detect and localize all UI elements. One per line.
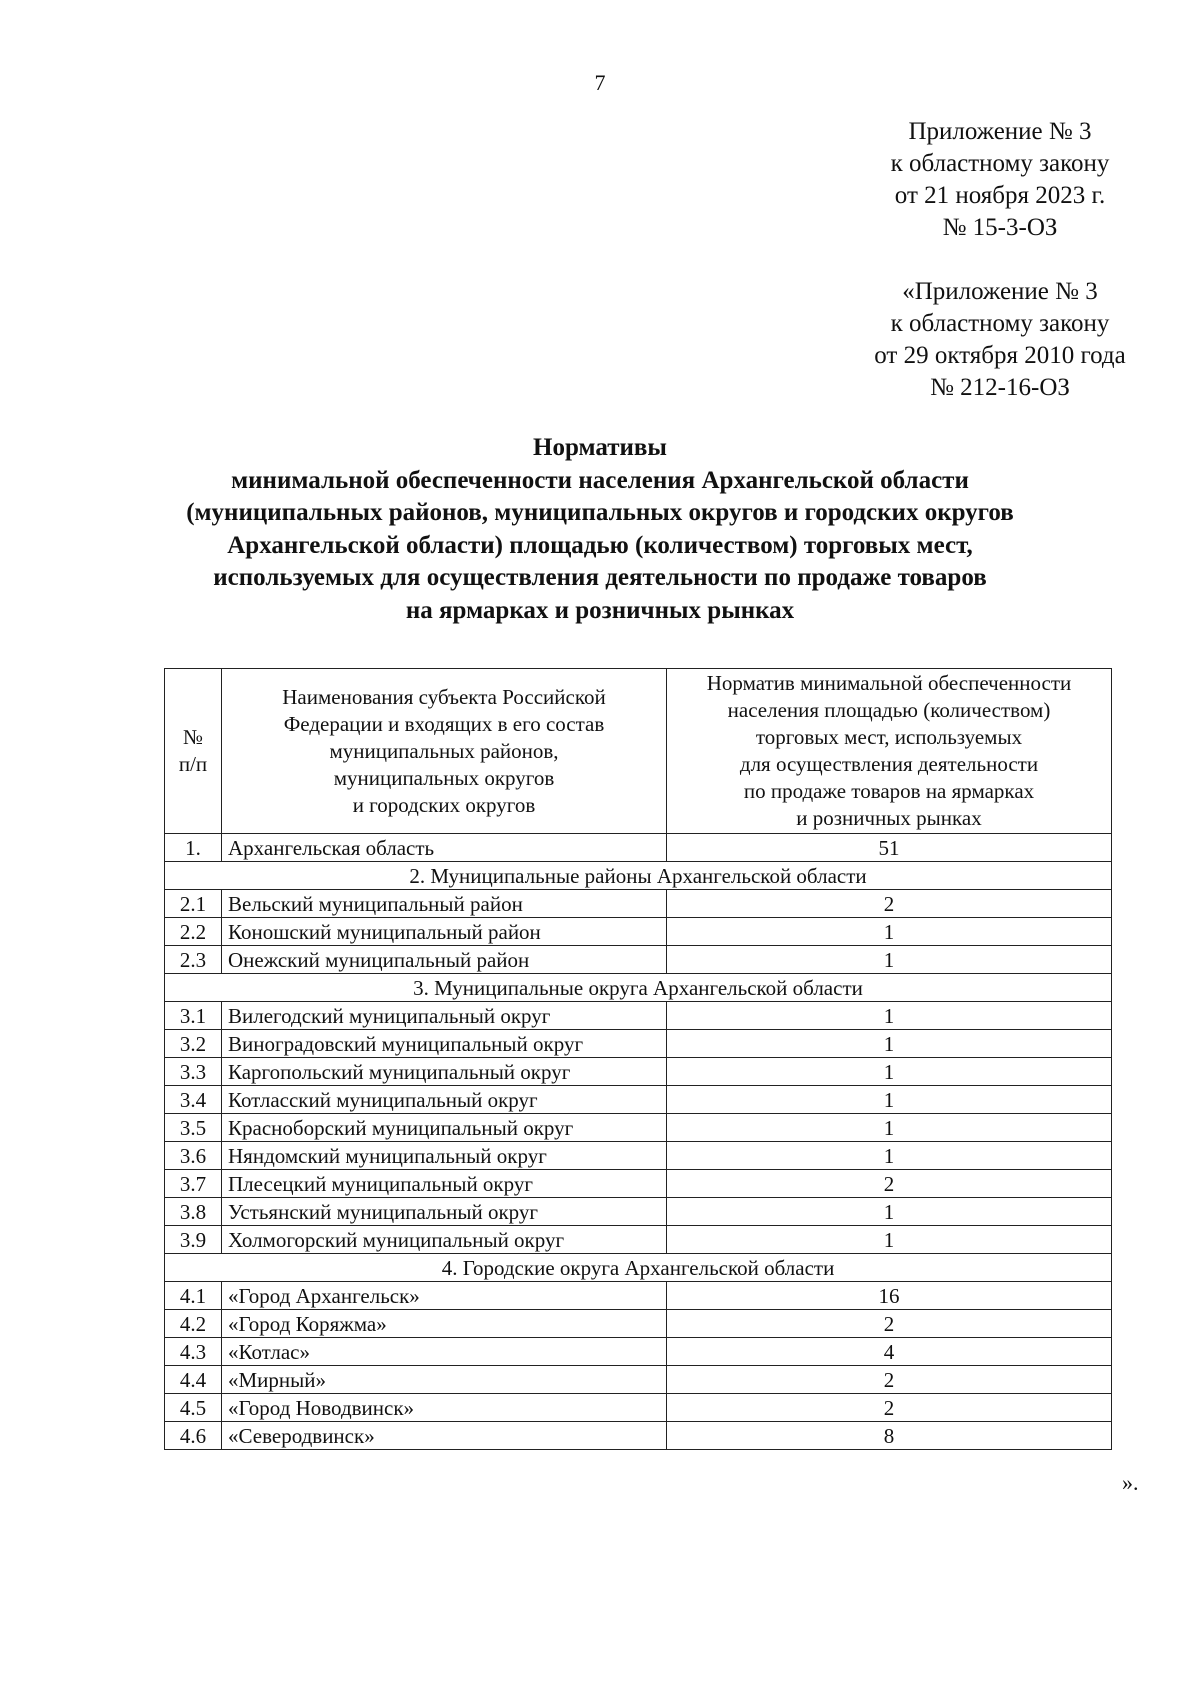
row-value: 1 [667, 1142, 1112, 1170]
row-name: Каргопольский муниципальный округ [222, 1058, 667, 1086]
header-name-line: Наименования субъекта Российской [282, 684, 606, 709]
table-row [165, 1002, 1112, 1030]
appendix-current-block [810, 116, 1190, 244]
row-number: 3.9 [165, 1226, 222, 1254]
title-line: на ярмарках и розничных рынках [405, 596, 795, 624]
header-value-line: Норматив минимальной обеспеченности [706, 671, 1072, 695]
row-number: 4.6 [165, 1422, 222, 1450]
table-row [165, 1198, 1112, 1226]
row-number: 4.2 [165, 1310, 222, 1338]
row-number: 2.3 [165, 946, 222, 974]
row-name: «Город Новодвинск» [222, 1394, 667, 1422]
row-value: 1 [667, 946, 1112, 974]
appendix-original-line: к областному закону [890, 310, 1110, 337]
row-value: 51 [667, 834, 1112, 862]
row-value: 1 [667, 1086, 1112, 1114]
table-row [165, 890, 1112, 918]
table-row [165, 1366, 1112, 1394]
appendix-current-line: к областному закону [890, 150, 1110, 177]
row-number: 4.4 [165, 1366, 222, 1394]
row-number: 4.1 [165, 1282, 222, 1310]
table-row [165, 1058, 1112, 1086]
header-name-line: и городских округов [352, 792, 536, 817]
appendix-current-line: Приложение № 3 [908, 118, 1092, 145]
norms-table [164, 668, 1112, 1450]
table-row [165, 1394, 1112, 1422]
row-value: 2 [667, 1310, 1112, 1338]
header-name-line: Федерации и входящих в его состав [283, 711, 605, 736]
table-row [165, 1282, 1112, 1310]
row-name: «Город Архангельск» [222, 1282, 667, 1310]
header-name-line: муниципальных округов [333, 765, 555, 790]
row-value: 2 [667, 1366, 1112, 1394]
header-name-line: муниципальных районов, [329, 738, 559, 763]
row-name: Красноборский муниципальный округ [222, 1114, 667, 1142]
row-value: 16 [667, 1282, 1112, 1310]
header-value-line: по продаже товаров на ярмарках [743, 779, 1035, 803]
row-number: 3.3 [165, 1058, 222, 1086]
row-value: 1 [667, 1198, 1112, 1226]
row-name: Холмогорский муниципальный округ [222, 1226, 667, 1254]
row-name: «Мирный» [222, 1366, 667, 1394]
row-number: 2.2 [165, 918, 222, 946]
row-name: Няндомский муниципальный округ [222, 1142, 667, 1170]
table-row [165, 1338, 1112, 1366]
table-row [165, 918, 1112, 946]
appendix-original-line: от 29 октября 2010 года [874, 342, 1126, 369]
header-value-line: и розничных рынках [796, 806, 982, 830]
title-line: Архангельской области) площадью (количеством) торговых мест, [227, 531, 973, 559]
row-number: 3.6 [165, 1142, 222, 1170]
header-value-line: населения площадью (количеством) [727, 698, 1051, 722]
row-value: 2 [667, 890, 1112, 918]
row-number: 4.3 [165, 1338, 222, 1366]
row-number: 1. [165, 834, 222, 862]
row-name: Вилегодский муниципальный округ [222, 1002, 667, 1030]
table-row [165, 834, 1112, 862]
header-value-line: торговых мест, используемых [755, 725, 1023, 749]
title-line: минимальной обеспеченности населения Архангельской области [231, 466, 969, 494]
row-number: 4.5 [165, 1394, 222, 1422]
row-value: 2 [667, 1394, 1112, 1422]
table-row [165, 1226, 1112, 1254]
table-body [165, 834, 1112, 1450]
row-number: 3.1 [165, 1002, 222, 1030]
header-number-line: п/п [178, 752, 208, 776]
table-row [165, 946, 1112, 974]
row-name: Устьянский муниципальный округ [222, 1198, 667, 1226]
table-header-row [165, 669, 1112, 834]
section-heading: 3. Муниципальные округа Архангельской области [165, 974, 1112, 1002]
row-name: Коношский муниципальный район [222, 918, 667, 946]
row-value: 1 [667, 1002, 1112, 1030]
section-heading: 4. Городские округа Архангельской области [165, 1254, 1112, 1282]
appendix-original-line: «Приложение № 3 [902, 278, 1098, 305]
title-line: используемых для осуществления деятельности по продаже товаров [213, 564, 987, 591]
row-value: 1 [667, 918, 1112, 946]
row-value: 1 [667, 1114, 1112, 1142]
header-number-line: № [182, 725, 204, 749]
table-row [165, 1114, 1112, 1142]
header-name [222, 669, 667, 834]
appendix-original-line: № 212-16-ОЗ [930, 374, 1070, 401]
table-row [165, 1422, 1112, 1450]
row-number: 3.7 [165, 1170, 222, 1198]
table-row [165, 1086, 1112, 1114]
row-name: Онежский муниципальный район [222, 946, 667, 974]
row-number: 3.8 [165, 1198, 222, 1226]
row-name: Плесецкий муниципальный округ [222, 1170, 667, 1198]
table-row [165, 1310, 1112, 1338]
row-value: 1 [667, 1226, 1112, 1254]
document-title [100, 432, 1100, 627]
row-number: 3.4 [165, 1086, 222, 1114]
row-name: «Город Коряжма» [222, 1310, 667, 1338]
row-name: «Котлас» [222, 1338, 667, 1366]
table-section-row [165, 974, 1112, 1002]
header-value [667, 669, 1112, 834]
row-value: 1 [667, 1030, 1112, 1058]
appendix-original-block [810, 276, 1190, 404]
title-line: (муниципальных районов, муниципальных округов и городских округов [186, 499, 1014, 526]
row-value: 4 [667, 1338, 1112, 1366]
row-name: Котласский муниципальный округ [222, 1086, 667, 1114]
table-section-row [165, 1254, 1112, 1282]
appendix-current-line: от 21 ноября 2023 г. [894, 182, 1106, 209]
title-line: Нормативы [533, 434, 667, 461]
header-value-line: для осуществления деятельности [739, 752, 1039, 776]
table-section-row [165, 862, 1112, 890]
appendix-current-line: № 15-3-ОЗ [942, 214, 1058, 241]
row-value: 1 [667, 1058, 1112, 1086]
row-number: 2.1 [165, 890, 222, 918]
table-row [165, 1030, 1112, 1058]
table-row [165, 1170, 1112, 1198]
row-name: «Северодвинск» [222, 1422, 667, 1450]
closing-quote-mark: ». [1122, 1470, 1139, 1495]
row-name: Вельский муниципальный район [222, 890, 667, 918]
table-row [165, 1142, 1112, 1170]
row-value: 2 [667, 1170, 1112, 1198]
row-number: 3.5 [165, 1114, 222, 1142]
header-number [165, 669, 222, 834]
row-number: 3.2 [165, 1030, 222, 1058]
row-name: Архангельская область [222, 834, 667, 862]
section-heading: 2. Муниципальные районы Архангельской области [165, 862, 1112, 890]
row-value: 8 [667, 1422, 1112, 1450]
page-number: 7 [594, 70, 606, 95]
row-name: Виноградовский муниципальный округ [222, 1030, 667, 1058]
